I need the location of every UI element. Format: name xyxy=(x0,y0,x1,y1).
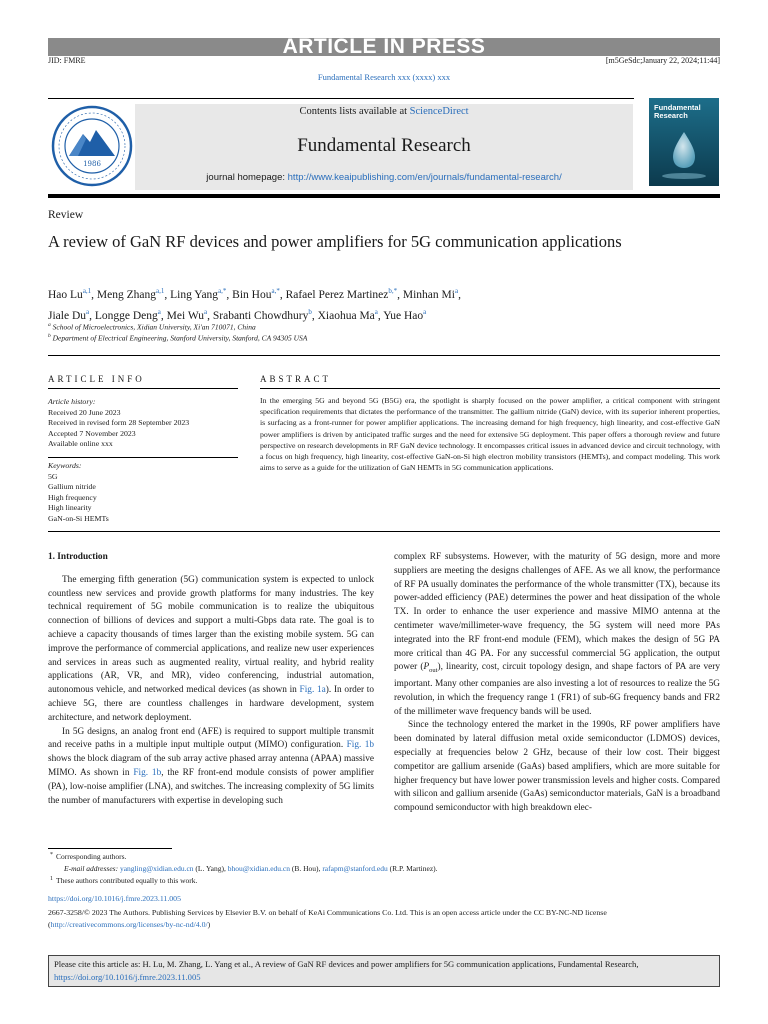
manuscript-code: [m5GeSdc;January 22, 2024;11:44] xyxy=(605,56,720,65)
contents-line xyxy=(135,106,633,117)
sciencedirect-link[interactable]: ScienceDirect xyxy=(409,106,469,117)
intro-paragraph-2: In 5G designs, an analog front end (AFE) is required to support multiple transmit and receive paths in a multiple input multiple output (MIMO) configuration. Fig. 1b shows the block diagram of the sub array active phased array antenna (APAA) massive MIMO. As shown in Fig. 1b, the RF front-end module consists of power amplifier (PA), low-noise amplifier (LNA), and switches. The increasing complexity of 5G limits the number of manufacturers with expertise in developing such xyxy=(48,726,374,806)
abstract-bottom-rule xyxy=(48,531,720,532)
cite-text: Please cite this article as: H. Lu, M. Zhang, L. Yang et al., A review of GaN RF devices and power amplifiers for 5G communication applications, Fundamental Research, https://doi.org/10.1016/j.fmre.2023.11.005 xyxy=(54,959,639,982)
fig-1b-link-2[interactable]: Fig. 1b xyxy=(133,767,162,778)
info-divider xyxy=(48,388,238,389)
email-yang[interactable]: yangling@xidian.edu.cn xyxy=(119,864,194,873)
license-text: 2667-3258/© 2023 The Authors. Publishing Services by Elsevier B.V. on behalf of KeAi Communications Co. Ltd. This is an open access article under the CC BY-NC-ND license (http://creativecommons.org/licenses/by-nc-nd/4.0/) xyxy=(48,908,607,929)
email-hou[interactable]: bhou@xidian.edu.cn xyxy=(227,864,291,873)
homepage-prefix: journal homepage: xyxy=(206,172,288,183)
journal-homepage xyxy=(135,172,633,183)
divider xyxy=(48,355,720,356)
intro-paragraph-4: Since the technology entered the market in the 1990s, RF power amplifiers have been dominated by lateral diffusion metal oxide semiconductor (LDMOS) devices, especially at frequencies below 2 GHz, because of their low cost. Their biggest competitor are gallium arsenide (GaAs) based amplifiers, which are more suitable for higher frequency but have lower power transmission levels and higher costs. Compared with silicon and gallium arsenide (GaAs) semiconductor materials, GaN is a broadband compound semiconductor with high breakdown elec- xyxy=(394,720,720,814)
section-heading-introduction: 1. Introduction xyxy=(48,552,108,562)
author-5[interactable]: Rafael Perez Martinez$^{b,*}$, xyxy=(285,287,403,301)
article-title: A review of GaN RF devices and power amplifiers for 5G communication applications xyxy=(48,232,622,251)
author-1[interactable]: Hao Lu$^{a,1}$, xyxy=(48,287,97,301)
banner-text: ARTICLE IN PRESS xyxy=(282,35,486,58)
article-info-heading: ARTICLE INFO xyxy=(48,374,145,384)
author-2[interactable]: Meng Zhang$^{a,1}$, xyxy=(96,287,171,301)
fig-1a-link[interactable]: Fig. 1a xyxy=(299,685,326,696)
doi-link[interactable]: https://doi.org/10.1016/j.fmre.2023.11.005 xyxy=(48,894,181,903)
author-7[interactable]: Jiale Du$^a$, xyxy=(48,308,95,323)
email-martinez[interactable]: rafapm@stanford.edu xyxy=(322,864,388,873)
body-column-right xyxy=(394,551,720,816)
cover-title-line2: Research xyxy=(654,111,688,120)
footnote-emails: E-mail addresses: yangling@xidian.edu.cn (L. Yang), bhou@xidian.edu.cn (B. Hou), rafapm@stanford.edu (R.P. Martinez). xyxy=(64,864,438,873)
fig-1b-link[interactable]: Fig. 1b xyxy=(346,740,374,751)
header-rule-thick xyxy=(48,194,720,198)
author-10[interactable]: Srabanti Chowdhury$^b$, xyxy=(212,308,318,323)
journal-id: JID: FMRE xyxy=(48,56,86,65)
author-4[interactable]: Bin Hou$^{a,*}$, xyxy=(232,287,286,301)
footnote-corresponding: * Corresponding authors. xyxy=(50,852,127,861)
affiliation-b: $^b$ Department of Electrical Engineering, Stanford University, Stanford, CA 94305 USA xyxy=(48,333,308,343)
journal-reference-link[interactable]: Fundamental Research xxx (xxxx) xxx xyxy=(317,72,451,82)
abstract-heading: ABSTRACT xyxy=(260,374,332,384)
keywords-list: Keywords: 5G Gallium nitride High frequency High linearity GaN-on-Si HEMTs xyxy=(48,461,109,523)
foundation-logo-icon xyxy=(50,104,134,188)
author-9[interactable]: Mei Wu$^a$, xyxy=(166,308,213,323)
cover-title-line1: Fundamental xyxy=(654,103,701,112)
footnote-equal-contribution: 1 These authors contributed equally to this work. xyxy=(50,876,198,885)
author-12[interactable]: Yue Hao$^a$ xyxy=(383,308,427,323)
article-type: Review xyxy=(48,209,84,221)
header-rule xyxy=(48,98,634,99)
author-6[interactable]: Minhan Mi$^a$, xyxy=(402,287,461,301)
author-8[interactable]: Longge Deng$^a$, xyxy=(94,308,167,323)
affiliation-a: $^a$ School of Microelectronics, Xidian University, Xi'an 710071, China xyxy=(48,322,256,332)
abstract-text: In the emerging 5G and beyond 5G (B5G) era, the spotlight is sharply focused on the power amplifier, a critical component with stringent specification requirements that dictates the performance of the transmitter. The gallium nitride (GaN) device, with its superior inherent properties, is surfacing as a front-runner for power amplifier applications. The increasing demand for high frequency, high linearity, and cost-effective GaN power amplifiers is driven by anticipated traffic surges and the need for extensive 5G deployment. This paper offers a thorough review and future perspective on research developments in RF GaN device technology. It encompasses critical issues in advanced device and circuit technology, with a focus on high frequency, high linearity, cost-effective GaN-on-Si high electron mobility transistors (HEMTs), and compact modeling. This work aims to serve as a guide for the utilization of GaN HEMTs in 5G communication applications. xyxy=(260,396,720,473)
author-3[interactable]: Ling Yang$^{a,*}$, xyxy=(170,287,233,301)
keywords-divider xyxy=(48,457,238,458)
cite-doi-link[interactable]: https://doi.org/10.1016/j.fmre.2023.11.005 xyxy=(54,972,201,982)
homepage-link[interactable]: http://www.keaipublishing.com/en/journals/fundamental-research/ xyxy=(287,172,562,183)
intro-paragraph-1: The emerging fifth generation (5G) communication system is expected to unlock countless new services and provide growth platforms for many industries. The key technical requirement of 5G mobile communication is to realize the ubiquitous connection of billions of devices and support a multi-Gbps data rate. The goal is to achieve a capacity thousands of times larger than the existing mobile system. 5G can improve the performance of commercial applications, and realize new user experiences and services in areas such as augmented reality, virtual reality, and hybrid reality applications (AR, VR, and MR), video conferencing, industrial automation, autonomous vehicle, and networked medical devices (as shown in Fig. 1a). In order to achieve 5G, there are countless challenges in hardware development, system architecture, and network deployment. xyxy=(48,574,375,723)
body-column-left xyxy=(48,551,374,808)
logo-year: 1986 xyxy=(83,160,101,168)
footnote-rule xyxy=(48,848,172,849)
license-link[interactable]: http://creativecommons.org/licenses/by-nc-nd/4.0/ xyxy=(50,920,208,929)
article-history: Article history: Received 20 June 2023 Received in revised form 28 September 2023 Accepted 7 November 2023 Available online xxx xyxy=(48,397,190,448)
contents-prefix: Contents lists available at xyxy=(299,106,410,117)
author-11[interactable]: Xiaohua Ma$^a$, xyxy=(317,308,384,323)
intro-paragraph-3: complex RF subsystems. However, with the maturity of 5G design, more and more suppliers are meeting the designs challenges of AFE. As we all know, the performance of RF PA usually dominates the performance of the whole transmitter (TX), because its power-added efficiency (PAE) determines the power and heat dissipation of the whole TX. In order to enhance the user experience and massive MIMO antenna at the centimeter wave/millimeter-wave frequency, the 5G system will need more PAs integrated into the RF front-end module (FEM), which makes the design of 5G PA more critical than 4G PA. For any successful commercial 5G application, the output power $(P_{out})$, linearity, cost, circuit topology design, and shape factors of PA are very important. Many other companies are also investing a lot of resources to realize the 5G revolution, in which the frequency range 1 (FR1) of sub-6G frequency bands and FR2 of the millimeter wave frequency bands will be used. xyxy=(394,552,721,717)
author-list xyxy=(48,283,720,326)
journal-title: Fundamental Research xyxy=(297,135,471,156)
abstract-divider xyxy=(260,388,720,389)
journal-cover-image[interactable] xyxy=(649,98,719,186)
